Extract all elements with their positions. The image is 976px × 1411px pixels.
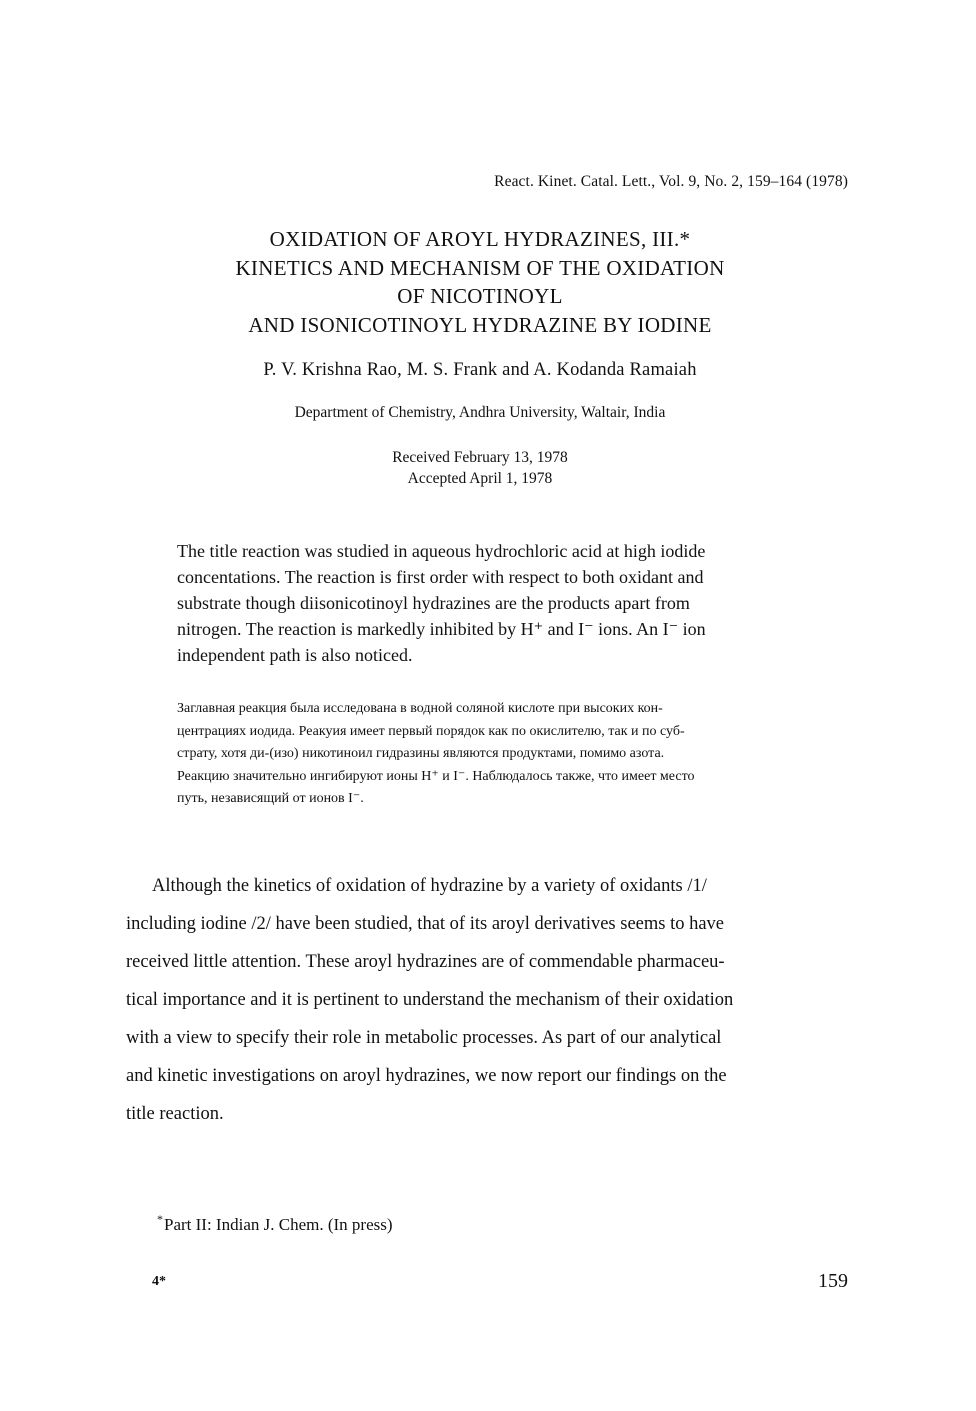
footnote: [157, 1212, 393, 1235]
body-line: tical importance and it is pertinent to understand the mechanism of their oxidation: [126, 990, 734, 1010]
abstract-line: independent path is also noticed.: [177, 645, 413, 665]
abstract-line: Реакцию значительно ингибируют ионы H⁺ и I⁻. Наблюдалось также, что имеет место: [177, 768, 695, 784]
title-line: KINETICS AND MECHANISM OF THE OXIDATION: [235, 255, 725, 280]
abstract-english: [177, 538, 817, 668]
page-number: 159: [818, 1270, 848, 1292]
submission-dates: [280, 447, 680, 489]
body-line: and kinetic investigations on aroyl hydrazines, we now report our findings on the: [126, 1066, 727, 1086]
title-line: OXIDATION OF AROYL HYDRAZINES, III.*: [269, 227, 691, 251]
signature-mark: 4*: [152, 1274, 166, 1289]
abstract-russian: [177, 698, 857, 811]
body-line: with a view to specify their role in metabolic processes. As part of our analytical: [126, 1028, 722, 1048]
footnote-text: Part II: Indian J. Chem. (In press): [164, 1215, 393, 1234]
body-line: including iodine /2/ have been studied, that of its aroyl derivatives seems to have: [126, 914, 725, 934]
accepted-date: Accepted April 1, 1978: [407, 470, 553, 487]
title-line: OF NICOTINOYL: [397, 284, 563, 308]
abstract-line: страту, хотя ди-(изо) никотиноил гидразины являются продуктами, помимо азота.: [177, 746, 665, 761]
body-line: Although the kinetics of oxidation of hydrazine by a variety of oxidants /1/: [152, 876, 707, 896]
abstract-line: The title reaction was studied in aqueous hydrochloric acid at high iodide: [177, 541, 706, 561]
footnote-mark: *: [157, 1212, 163, 1226]
introduction-paragraph: [126, 867, 846, 1133]
received-date: Received February 13, 1978: [392, 449, 568, 466]
abstract-line: concentations. The reaction is first order with respect to both oxidant and: [177, 567, 704, 587]
body-line: received little attention. These aroyl hydrazines are of commendable pharmaceu-: [126, 952, 725, 972]
paper-title: [140, 225, 820, 339]
journal-citation: React. Kinet. Catal. Lett., Vol. 9, No. 2, 159–164 (1978): [494, 173, 848, 190]
authors: P. V. Krishna Rao, M. S. Frank and A. Kodanda Ramaiah: [263, 360, 697, 380]
body-line: title reaction.: [126, 1104, 224, 1124]
abstract-line: путь, независящий от ионов I⁻.: [177, 791, 364, 806]
abstract-line: центрациях иодида. Реакуия имеет первый порядок как по окислителю, так и по суб-: [177, 723, 685, 739]
abstract-line: substrate though diisonicotinoyl hydrazines are the products apart from: [177, 593, 690, 613]
title-line: AND ISONICOTINOYL HYDRAZINE BY IODINE: [248, 312, 712, 337]
affiliation: Department of Chemistry, Andhra University, Waltair, India: [294, 404, 666, 421]
abstract-line: nitrogen. The reaction is markedly inhibited by H⁺ and I⁻ ions. An I⁻ ion: [177, 619, 706, 639]
abstract-line: Заглавная реакция была исследована в водной соляной кислоте при высоких кон-: [177, 701, 663, 716]
